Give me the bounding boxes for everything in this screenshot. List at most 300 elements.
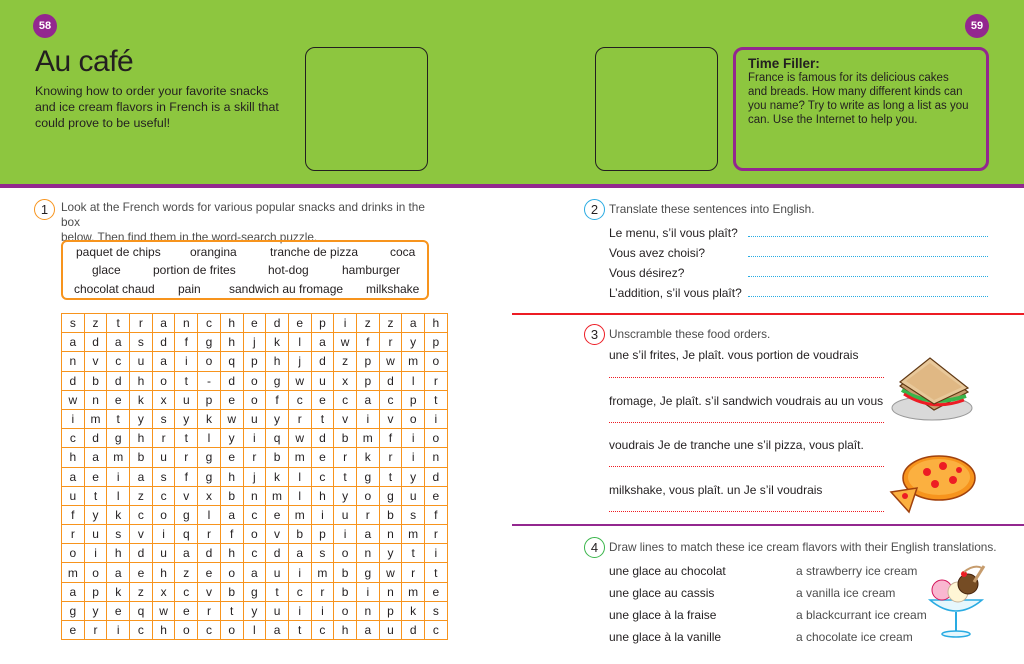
grid-cell[interactable]: s bbox=[402, 505, 425, 524]
grid-cell[interactable]: z bbox=[130, 582, 153, 601]
grid-cell[interactable]: b bbox=[334, 563, 357, 582]
grid-cell[interactable]: b bbox=[220, 486, 243, 505]
grid-cell[interactable]: t bbox=[288, 621, 311, 640]
grid-cell[interactable]: y bbox=[84, 505, 107, 524]
grid-cell[interactable]: k bbox=[266, 333, 289, 352]
grid-cell[interactable]: z bbox=[84, 314, 107, 333]
grid-cell[interactable]: r bbox=[152, 429, 175, 448]
grid-cell[interactable]: d bbox=[266, 544, 289, 563]
grid-cell[interactable]: k bbox=[356, 448, 379, 467]
grid-cell[interactable]: d bbox=[84, 333, 107, 352]
grid-cell[interactable]: s bbox=[425, 601, 448, 620]
grid-cell[interactable]: m bbox=[107, 448, 130, 467]
grid-cell[interactable]: t bbox=[402, 544, 425, 563]
grid-cell[interactable]: p bbox=[311, 525, 334, 544]
grid-cell[interactable]: n bbox=[175, 314, 198, 333]
grid-cell[interactable]: c bbox=[130, 505, 153, 524]
grid-cell[interactable]: v bbox=[198, 582, 221, 601]
grid-cell[interactable]: b bbox=[288, 525, 311, 544]
grid-cell[interactable]: e bbox=[243, 314, 266, 333]
grid-cell[interactable]: i bbox=[356, 582, 379, 601]
grid-cell[interactable]: c bbox=[198, 621, 221, 640]
grid-cell[interactable]: p bbox=[356, 371, 379, 390]
grid-cell[interactable]: j bbox=[288, 352, 311, 371]
grid-cell[interactable]: e bbox=[107, 601, 130, 620]
grid-cell[interactable]: k bbox=[107, 582, 130, 601]
grid-cell[interactable]: t bbox=[425, 563, 448, 582]
grid-cell[interactable]: j bbox=[243, 333, 266, 352]
grid-cell[interactable]: h bbox=[130, 371, 153, 390]
grid-cell[interactable]: a bbox=[220, 505, 243, 524]
grid-cell[interactable]: y bbox=[379, 544, 402, 563]
grid-cell[interactable]: a bbox=[152, 352, 175, 371]
grid-cell[interactable]: n bbox=[379, 582, 402, 601]
grid-cell[interactable]: o bbox=[62, 544, 85, 563]
grid-cell[interactable]: h bbox=[130, 429, 153, 448]
answer-line[interactable] bbox=[609, 466, 884, 467]
french-flavor[interactable]: une glace au cassis bbox=[609, 586, 715, 600]
grid-cell[interactable]: v bbox=[379, 409, 402, 428]
grid-cell[interactable]: e bbox=[220, 390, 243, 409]
grid-cell[interactable]: g bbox=[356, 563, 379, 582]
grid-cell[interactable]: r bbox=[425, 371, 448, 390]
grid-cell[interactable]: r bbox=[379, 333, 402, 352]
grid-cell[interactable]: o bbox=[243, 525, 266, 544]
grid-cell[interactable]: d bbox=[402, 621, 425, 640]
grid-cell[interactable]: a bbox=[84, 448, 107, 467]
grid-cell[interactable]: d bbox=[198, 544, 221, 563]
grid-cell[interactable]: c bbox=[425, 621, 448, 640]
grid-cell[interactable]: p bbox=[243, 352, 266, 371]
grid-cell[interactable]: a bbox=[288, 544, 311, 563]
grid-cell[interactable]: f bbox=[425, 505, 448, 524]
grid-cell[interactable]: e bbox=[198, 563, 221, 582]
grid-cell[interactable]: u bbox=[130, 352, 153, 371]
grid-cell[interactable]: i bbox=[356, 409, 379, 428]
grid-cell[interactable]: f bbox=[62, 505, 85, 524]
grid-cell[interactable]: t bbox=[107, 314, 130, 333]
french-flavor[interactable]: une glace au chocolat bbox=[609, 564, 726, 578]
grid-cell[interactable]: e bbox=[84, 467, 107, 486]
grid-cell[interactable]: m bbox=[288, 448, 311, 467]
grid-cell[interactable]: p bbox=[356, 352, 379, 371]
grid-cell[interactable]: m bbox=[62, 563, 85, 582]
grid-cell[interactable]: o bbox=[84, 563, 107, 582]
grid-cell[interactable]: g bbox=[62, 601, 85, 620]
grid-cell[interactable]: d bbox=[311, 352, 334, 371]
grid-cell[interactable]: v bbox=[266, 525, 289, 544]
grid-cell[interactable]: o bbox=[356, 486, 379, 505]
grid-cell[interactable]: u bbox=[311, 371, 334, 390]
grid-cell[interactable]: e bbox=[288, 314, 311, 333]
grid-cell[interactable]: d bbox=[379, 371, 402, 390]
grid-cell[interactable]: n bbox=[356, 544, 379, 563]
grid-cell[interactable]: u bbox=[243, 409, 266, 428]
grid-cell[interactable]: i bbox=[311, 505, 334, 524]
grid-cell[interactable]: r bbox=[130, 314, 153, 333]
grid-cell[interactable]: u bbox=[152, 544, 175, 563]
grid-cell[interactable]: j bbox=[243, 467, 266, 486]
grid-cell[interactable]: s bbox=[107, 525, 130, 544]
grid-cell[interactable]: d bbox=[84, 429, 107, 448]
grid-cell[interactable]: n bbox=[62, 352, 85, 371]
grid-cell[interactable]: t bbox=[266, 582, 289, 601]
grid-cell[interactable]: o bbox=[198, 352, 221, 371]
grid-cell[interactable]: x bbox=[152, 390, 175, 409]
grid-cell[interactable]: r bbox=[198, 601, 221, 620]
grid-cell[interactable]: o bbox=[243, 390, 266, 409]
answer-line[interactable] bbox=[748, 276, 988, 277]
grid-cell[interactable]: s bbox=[311, 544, 334, 563]
grid-cell[interactable]: r bbox=[175, 448, 198, 467]
grid-cell[interactable]: w bbox=[379, 563, 402, 582]
english-flavor[interactable]: a blackcurrant ice cream bbox=[796, 608, 927, 622]
grid-cell[interactable]: i bbox=[107, 467, 130, 486]
grid-cell[interactable]: l bbox=[288, 467, 311, 486]
grid-cell[interactable]: t bbox=[175, 371, 198, 390]
grid-cell[interactable]: w bbox=[220, 409, 243, 428]
grid-cell[interactable]: y bbox=[175, 409, 198, 428]
grid-cell[interactable]: k bbox=[130, 390, 153, 409]
grid-cell[interactable]: e bbox=[130, 563, 153, 582]
grid-cell[interactable]: b bbox=[334, 429, 357, 448]
grid-cell[interactable]: i bbox=[243, 429, 266, 448]
grid-cell[interactable]: a bbox=[107, 333, 130, 352]
grid-cell[interactable]: e bbox=[425, 582, 448, 601]
grid-cell[interactable]: i bbox=[62, 409, 85, 428]
grid-cell[interactable]: m bbox=[402, 352, 425, 371]
grid-cell[interactable]: z bbox=[334, 352, 357, 371]
grid-cell[interactable]: r bbox=[356, 505, 379, 524]
grid-cell[interactable]: f bbox=[175, 333, 198, 352]
grid-cell[interactable]: m bbox=[402, 582, 425, 601]
grid-cell[interactable]: y bbox=[84, 601, 107, 620]
grid-cell[interactable]: a bbox=[402, 314, 425, 333]
answer-line[interactable] bbox=[748, 256, 988, 257]
grid-cell[interactable]: u bbox=[266, 563, 289, 582]
grid-cell[interactable]: g bbox=[198, 467, 221, 486]
grid-cell[interactable]: g bbox=[198, 333, 221, 352]
grid-cell[interactable]: n bbox=[243, 486, 266, 505]
grid-cell[interactable]: v bbox=[130, 525, 153, 544]
grid-cell[interactable]: d bbox=[107, 371, 130, 390]
grid-cell[interactable]: c bbox=[130, 621, 153, 640]
grid-cell[interactable]: t bbox=[311, 409, 334, 428]
grid-cell[interactable]: d bbox=[425, 467, 448, 486]
grid-cell[interactable]: f bbox=[266, 390, 289, 409]
french-flavor[interactable]: une glace à la fraise bbox=[609, 608, 717, 622]
grid-cell[interactable]: r bbox=[425, 525, 448, 544]
grid-cell[interactable]: q bbox=[175, 525, 198, 544]
grid-cell[interactable]: b bbox=[379, 505, 402, 524]
grid-cell[interactable]: b bbox=[84, 371, 107, 390]
grid-cell[interactable]: r bbox=[198, 525, 221, 544]
grid-cell[interactable]: o bbox=[243, 371, 266, 390]
grid-cell[interactable]: a bbox=[311, 333, 334, 352]
grid-cell[interactable]: g bbox=[243, 582, 266, 601]
grid-cell[interactable]: r bbox=[288, 409, 311, 428]
grid-cell[interactable]: p bbox=[379, 601, 402, 620]
grid-cell[interactable]: w bbox=[62, 390, 85, 409]
grid-cell[interactable]: w bbox=[288, 429, 311, 448]
grid-cell[interactable]: r bbox=[243, 448, 266, 467]
grid-cell[interactable]: b bbox=[130, 448, 153, 467]
grid-cell[interactable]: c bbox=[175, 582, 198, 601]
grid-cell[interactable]: f bbox=[175, 467, 198, 486]
grid-cell[interactable]: n bbox=[356, 601, 379, 620]
grid-cell[interactable]: m bbox=[311, 563, 334, 582]
grid-cell[interactable]: i bbox=[311, 601, 334, 620]
grid-cell[interactable]: e bbox=[311, 390, 334, 409]
grid-cell[interactable]: h bbox=[266, 352, 289, 371]
word-search-grid[interactable] bbox=[61, 313, 448, 640]
grid-cell[interactable]: m bbox=[356, 429, 379, 448]
grid-cell[interactable]: l bbox=[243, 621, 266, 640]
grid-cell[interactable]: c bbox=[198, 314, 221, 333]
grid-cell[interactable]: e bbox=[425, 486, 448, 505]
grid-cell[interactable]: r bbox=[62, 525, 85, 544]
grid-cell[interactable]: t bbox=[379, 467, 402, 486]
grid-cell[interactable]: u bbox=[62, 486, 85, 505]
grid-cell[interactable]: g bbox=[198, 448, 221, 467]
grid-cell[interactable]: c bbox=[334, 390, 357, 409]
grid-cell[interactable]: i bbox=[288, 563, 311, 582]
grid-cell[interactable]: h bbox=[107, 544, 130, 563]
grid-cell[interactable]: r bbox=[402, 563, 425, 582]
grid-cell[interactable]: a bbox=[107, 563, 130, 582]
grid-cell[interactable]: i bbox=[107, 621, 130, 640]
grid-cell[interactable]: p bbox=[311, 314, 334, 333]
grid-cell[interactable]: q bbox=[130, 601, 153, 620]
grid-cell[interactable]: o bbox=[152, 371, 175, 390]
grid-cell[interactable]: f bbox=[356, 333, 379, 352]
grid-cell[interactable]: i bbox=[425, 409, 448, 428]
grid-cell[interactable]: y bbox=[402, 333, 425, 352]
grid-cell[interactable]: u bbox=[379, 621, 402, 640]
grid-cell[interactable]: i bbox=[334, 525, 357, 544]
grid-cell[interactable]: u bbox=[402, 486, 425, 505]
grid-cell[interactable]: i bbox=[152, 525, 175, 544]
grid-cell[interactable]: x bbox=[334, 371, 357, 390]
grid-cell[interactable]: r bbox=[84, 621, 107, 640]
grid-cell[interactable]: f bbox=[220, 525, 243, 544]
grid-cell[interactable]: t bbox=[84, 486, 107, 505]
grid-cell[interactable]: g bbox=[175, 505, 198, 524]
grid-cell[interactable]: t bbox=[334, 467, 357, 486]
grid-cell[interactable]: m bbox=[402, 525, 425, 544]
grid-cell[interactable]: i bbox=[84, 544, 107, 563]
grid-cell[interactable]: a bbox=[356, 621, 379, 640]
grid-cell[interactable]: a bbox=[62, 582, 85, 601]
grid-cell[interactable]: t bbox=[425, 390, 448, 409]
grid-cell[interactable]: r bbox=[334, 448, 357, 467]
grid-cell[interactable]: u bbox=[152, 448, 175, 467]
answer-line[interactable] bbox=[609, 422, 884, 423]
grid-cell[interactable]: a bbox=[175, 544, 198, 563]
grid-cell[interactable]: v bbox=[175, 486, 198, 505]
grid-cell[interactable]: s bbox=[130, 333, 153, 352]
grid-cell[interactable]: q bbox=[266, 429, 289, 448]
grid-cell[interactable]: i bbox=[334, 314, 357, 333]
grid-cell[interactable]: e bbox=[175, 601, 198, 620]
grid-cell[interactable]: a bbox=[266, 621, 289, 640]
grid-cell[interactable]: o bbox=[220, 621, 243, 640]
grid-cell[interactable]: c bbox=[243, 505, 266, 524]
grid-cell[interactable]: g bbox=[266, 371, 289, 390]
french-flavor[interactable]: une glace à la vanille bbox=[609, 630, 722, 644]
grid-cell[interactable]: k bbox=[402, 601, 425, 620]
grid-cell[interactable]: c bbox=[107, 352, 130, 371]
grid-cell[interactable]: w bbox=[288, 371, 311, 390]
grid-cell[interactable]: g bbox=[356, 467, 379, 486]
grid-cell[interactable]: h bbox=[152, 621, 175, 640]
grid-cell[interactable]: l bbox=[402, 371, 425, 390]
grid-cell[interactable]: l bbox=[107, 486, 130, 505]
grid-cell[interactable]: l bbox=[288, 333, 311, 352]
grid-cell[interactable]: h bbox=[311, 486, 334, 505]
grid-cell[interactable]: b bbox=[220, 582, 243, 601]
grid-cell[interactable]: s bbox=[152, 467, 175, 486]
grid-cell[interactable]: p bbox=[84, 582, 107, 601]
grid-cell[interactable]: f bbox=[379, 429, 402, 448]
grid-cell[interactable]: i bbox=[402, 429, 425, 448]
grid-cell[interactable]: a bbox=[152, 314, 175, 333]
grid-cell[interactable]: a bbox=[356, 525, 379, 544]
grid-cell[interactable]: c bbox=[288, 390, 311, 409]
answer-line[interactable] bbox=[609, 511, 884, 512]
grid-cell[interactable]: h bbox=[62, 448, 85, 467]
grid-cell[interactable]: m bbox=[266, 486, 289, 505]
grid-cell[interactable]: c bbox=[152, 486, 175, 505]
grid-cell[interactable]: i bbox=[288, 601, 311, 620]
grid-cell[interactable]: m bbox=[84, 409, 107, 428]
grid-cell[interactable]: c bbox=[288, 582, 311, 601]
grid-cell[interactable]: n bbox=[379, 525, 402, 544]
grid-cell[interactable]: y bbox=[243, 601, 266, 620]
grid-cell[interactable]: v bbox=[84, 352, 107, 371]
grid-cell[interactable]: w bbox=[152, 601, 175, 620]
grid-cell[interactable]: p bbox=[425, 333, 448, 352]
grid-cell[interactable]: y bbox=[266, 409, 289, 428]
grid-cell[interactable]: e bbox=[107, 390, 130, 409]
grid-cell[interactable]: y bbox=[402, 467, 425, 486]
grid-cell[interactable]: o bbox=[334, 544, 357, 563]
grid-cell[interactable]: r bbox=[311, 582, 334, 601]
grid-cell[interactable]: g bbox=[379, 486, 402, 505]
grid-cell[interactable]: d bbox=[130, 544, 153, 563]
grid-cell[interactable]: a bbox=[62, 333, 85, 352]
grid-cell[interactable]: u bbox=[84, 525, 107, 544]
grid-cell[interactable]: o bbox=[425, 352, 448, 371]
grid-cell[interactable]: e bbox=[220, 448, 243, 467]
grid-cell[interactable]: p bbox=[402, 390, 425, 409]
grid-cell[interactable]: y bbox=[220, 429, 243, 448]
grid-cell[interactable]: h bbox=[425, 314, 448, 333]
grid-cell[interactable]: y bbox=[334, 486, 357, 505]
grid-cell[interactable]: e bbox=[311, 448, 334, 467]
grid-cell[interactable]: o bbox=[334, 601, 357, 620]
grid-cell[interactable]: n bbox=[425, 448, 448, 467]
grid-cell[interactable]: a bbox=[243, 563, 266, 582]
grid-cell[interactable]: l bbox=[198, 505, 221, 524]
grid-cell[interactable]: t bbox=[175, 429, 198, 448]
grid-cell[interactable]: - bbox=[198, 371, 221, 390]
grid-cell[interactable]: u bbox=[334, 505, 357, 524]
english-flavor[interactable]: a vanilla ice cream bbox=[796, 586, 896, 600]
grid-cell[interactable]: d bbox=[220, 371, 243, 390]
grid-cell[interactable]: h bbox=[220, 544, 243, 563]
grid-cell[interactable]: h bbox=[220, 333, 243, 352]
grid-cell[interactable]: h bbox=[220, 467, 243, 486]
grid-cell[interactable]: n bbox=[84, 390, 107, 409]
grid-cell[interactable]: s bbox=[152, 409, 175, 428]
answer-line[interactable] bbox=[609, 377, 884, 378]
grid-cell[interactable]: x bbox=[152, 582, 175, 601]
grid-cell[interactable]: w bbox=[379, 352, 402, 371]
grid-cell[interactable]: t bbox=[220, 601, 243, 620]
grid-cell[interactable]: d bbox=[311, 429, 334, 448]
grid-cell[interactable]: a bbox=[62, 467, 85, 486]
grid-cell[interactable]: u bbox=[266, 601, 289, 620]
grid-cell[interactable]: q bbox=[220, 352, 243, 371]
grid-cell[interactable]: v bbox=[334, 409, 357, 428]
grid-cell[interactable]: c bbox=[311, 621, 334, 640]
grid-cell[interactable]: e bbox=[62, 621, 85, 640]
grid-cell[interactable]: u bbox=[175, 390, 198, 409]
grid-cell[interactable]: k bbox=[107, 505, 130, 524]
grid-cell[interactable]: g bbox=[107, 429, 130, 448]
grid-cell[interactable]: l bbox=[198, 429, 221, 448]
grid-cell[interactable]: i bbox=[425, 544, 448, 563]
answer-line[interactable] bbox=[748, 296, 988, 297]
grid-cell[interactable]: i bbox=[175, 352, 198, 371]
grid-cell[interactable]: k bbox=[198, 409, 221, 428]
grid-cell[interactable]: c bbox=[62, 429, 85, 448]
english-flavor[interactable]: a strawberry ice cream bbox=[796, 564, 918, 578]
grid-cell[interactable]: s bbox=[62, 314, 85, 333]
grid-cell[interactable]: z bbox=[130, 486, 153, 505]
grid-cell[interactable]: h bbox=[334, 621, 357, 640]
grid-cell[interactable]: o bbox=[152, 505, 175, 524]
grid-cell[interactable]: l bbox=[288, 486, 311, 505]
grid-cell[interactable]: d bbox=[62, 371, 85, 390]
grid-cell[interactable]: z bbox=[379, 314, 402, 333]
grid-cell[interactable]: z bbox=[175, 563, 198, 582]
grid-cell[interactable]: o bbox=[220, 563, 243, 582]
grid-cell[interactable]: c bbox=[243, 544, 266, 563]
grid-cell[interactable]: h bbox=[152, 563, 175, 582]
grid-cell[interactable]: a bbox=[356, 390, 379, 409]
grid-cell[interactable]: y bbox=[130, 409, 153, 428]
grid-cell[interactable]: i bbox=[402, 448, 425, 467]
grid-cell[interactable]: c bbox=[311, 467, 334, 486]
grid-cell[interactable]: b bbox=[334, 582, 357, 601]
grid-cell[interactable]: t bbox=[107, 409, 130, 428]
answer-line[interactable] bbox=[748, 236, 988, 237]
grid-cell[interactable]: x bbox=[198, 486, 221, 505]
grid-cell[interactable]: o bbox=[425, 429, 448, 448]
grid-cell[interactable]: d bbox=[266, 314, 289, 333]
grid-cell[interactable]: r bbox=[379, 448, 402, 467]
grid-cell[interactable]: o bbox=[402, 409, 425, 428]
grid-cell[interactable]: z bbox=[356, 314, 379, 333]
grid-cell[interactable]: m bbox=[288, 505, 311, 524]
grid-cell[interactable]: c bbox=[379, 390, 402, 409]
grid-cell[interactable]: o bbox=[175, 621, 198, 640]
grid-cell[interactable]: p bbox=[198, 390, 221, 409]
grid-cell[interactable]: a bbox=[130, 467, 153, 486]
grid-cell[interactable]: k bbox=[266, 467, 289, 486]
